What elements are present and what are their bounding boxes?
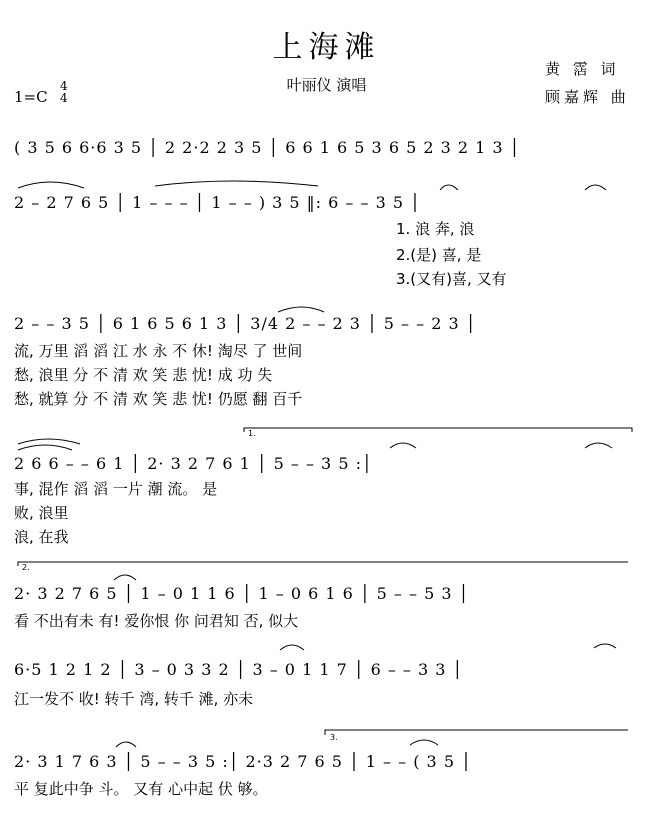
time-signature-bottom: 4 — [60, 91, 68, 105]
time-signature-top: 4 — [60, 79, 68, 93]
notation-line-1: ( 3 5 6 6·6 3 5 │ 2 2·2 2 3 5 │ 6 6 1 6 5 3 6 5 2 3 2 1 3 │ — [14, 138, 521, 157]
svg-text:2.: 2. — [22, 563, 30, 572]
notation-line-3: 2 – – 3 5 │ 6 1 6 5 6 1 3 │ 3/4 2 – – 2 3 │ 5 – – 2 3 │ — [14, 314, 477, 333]
notation-line-5: 2· 3 2 7 6 5 │ 1 – 0 1 1 6 │ 1 – 0 6 1 6 │ 5 – – 5 3 │ — [14, 584, 470, 603]
lyricist-credit: 黄 霑 词 — [545, 60, 620, 78]
song-title: 上海滩 — [272, 30, 381, 65]
lyric-line-4-verse-1: 事, 混作 滔 滔 一片 潮 流。 是 — [14, 480, 218, 498]
lyric-line-3-verse-1: 流, 万里 滔 滔 江 水 永 不 休! 淘尽 了 世间 — [14, 342, 303, 360]
lyric-line-3-verse-3: 愁, 就算 分 不 清 欢 笑 悲 忧! 仍愿 翻 百千 — [14, 390, 303, 408]
lyric-line-6: 江一发不 收! 转千 湾, 转千 滩, 亦未 — [14, 690, 254, 708]
svg-text:3.: 3. — [330, 733, 338, 742]
lyric-line-4-verse-3: 浪, 在我 — [14, 528, 69, 546]
lyric-line-2-verse-1: 1. 浪 奔, 浪 — [396, 220, 475, 238]
notation-line-4: 2 6 6 – – 6 1 │ 2· 3 2 7 6 1 │ 5 – – 3 5 :│ — [14, 454, 373, 473]
notation-line-2: 2 – 2 7 6 5 │ 1 – – – │ 1 – – ) 3 5 ‖: 6 – – 3 5 │ — [14, 193, 421, 212]
lyric-line-2-verse-3: 3.(又有)喜, 又有 — [396, 270, 507, 288]
lyric-line-2-verse-2: 2.(是) 喜, 是 — [396, 246, 482, 264]
key-signature: 1=C — [14, 88, 48, 106]
lyric-line-4-verse-2: 败, 浪里 — [14, 504, 69, 522]
svg-text:1.: 1. — [248, 429, 256, 438]
lyric-line-5: 看 不出有未 有! 爱你恨 你 问君知 否, 似大 — [14, 612, 299, 630]
singer-credit: 叶丽仪 演唱 — [286, 76, 367, 94]
composer-credit: 顾嘉辉 曲 — [545, 88, 630, 106]
lyric-line-7: 平 复此中争 斗。 又有 心中起 伏 够。 — [14, 780, 268, 798]
lyric-line-3-verse-2: 愁, 浪里 分 不 清 欢 笑 悲 忧! 成 功 失 — [14, 366, 273, 384]
notation-line-6: 6·5 1 2 1 2 │ 3 – 0 3 3 2 │ 3 – 0 1 1 7 │ 6 – – 3 3 │ — [14, 660, 464, 679]
notation-line-7: 2· 3 1 7 6 3 │ 5 – – 3 5 :│ 2·3 2 7 6 5 │ 1 – – ( 3 5 │ — [14, 752, 472, 771]
